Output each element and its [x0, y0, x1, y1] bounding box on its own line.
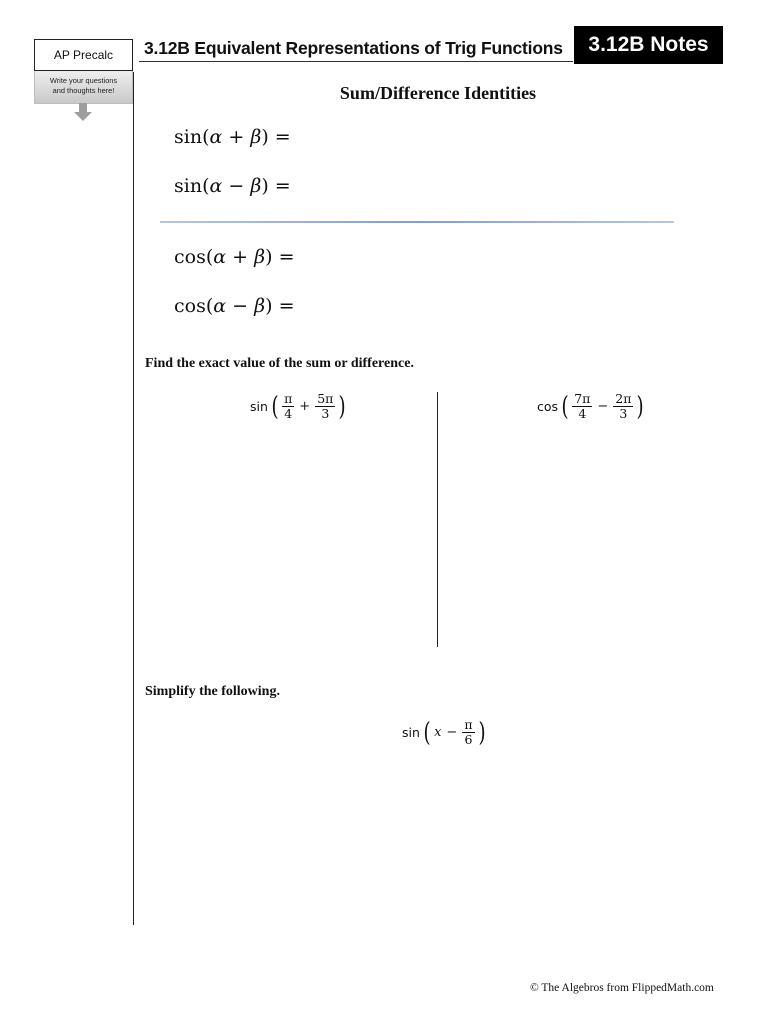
open-paren: ( [423, 717, 431, 748]
angle-alpha: α [209, 126, 223, 148]
function-name: sin [174, 126, 203, 148]
operator: − [232, 295, 249, 317]
identity-sin-diff: sin(α − β) = [174, 175, 291, 197]
function-name: sin [402, 725, 420, 740]
angle-beta: β [250, 126, 262, 148]
course-label-box [34, 39, 133, 71]
denominator: 4 [578, 406, 587, 421]
problem-column-divider [437, 392, 438, 647]
close-paren: ) [636, 391, 645, 422]
denominator: 3 [619, 406, 628, 421]
operator: − [446, 725, 458, 740]
notes-column-divider [133, 72, 134, 925]
equals-sign: = [278, 295, 295, 317]
identity-divider [160, 221, 674, 223]
exact-value-left-expression [250, 392, 348, 421]
operator: − [597, 399, 609, 414]
footer-credit: © The Algebros from FlippedMath.com [530, 982, 714, 994]
angle-alpha: α [213, 295, 227, 317]
close-paren: ) [478, 717, 486, 748]
close-paren: ) [338, 391, 347, 422]
notes-badge [574, 26, 723, 64]
numerator: 2π [615, 391, 632, 406]
denominator: 6 [464, 732, 473, 747]
operator: + [228, 126, 245, 148]
angle-alpha: α [209, 175, 223, 197]
identity-cos-diff: cos(α − β) = [174, 295, 295, 317]
equals-sign: = [274, 126, 291, 148]
denominator: 3 [321, 406, 330, 421]
angle-beta: β [254, 295, 266, 317]
fraction [613, 392, 633, 421]
variable-x: x [434, 725, 442, 740]
angle-beta: β [254, 246, 266, 268]
function-name: cos [537, 399, 559, 414]
section-title: Sum/Difference Identities [339, 83, 537, 103]
notes-prompt-line-1: Write your questions [49, 76, 118, 85]
equals-sign: = [278, 246, 295, 268]
course-label: AP Precalc [53, 48, 114, 62]
simplify-instruction: Simplify the following. [145, 684, 280, 699]
denominator: 4 [284, 406, 293, 421]
numerator: 5π [317, 391, 334, 406]
fraction [462, 718, 474, 747]
page-title: 3.12B Equivalent Representations of Trig Functions [144, 38, 563, 58]
notes-badge-label: 3.12B Notes [588, 33, 709, 56]
numerator: 7π [574, 391, 591, 406]
exact-value-right-expression [537, 392, 646, 421]
numerator: π [464, 717, 473, 732]
notes-prompt [34, 71, 133, 104]
equals-sign: = [274, 175, 291, 197]
function-name: sin [250, 399, 268, 414]
open-paren: ( [271, 391, 279, 422]
function-name: cos [174, 246, 206, 268]
notes-prompt-line-2: and thoughts here! [52, 86, 115, 95]
numerator: π [284, 391, 293, 406]
function-name: sin [174, 175, 203, 197]
function-name: cos [174, 295, 206, 317]
identity-cos-sum: cos(α + β) = [174, 246, 295, 268]
angle-beta: β [250, 175, 262, 197]
exact-value-instruction: Find the exact value of the sum or difference. [145, 356, 414, 371]
fraction [315, 392, 335, 421]
arrow-down-icon [73, 103, 93, 123]
open-paren: ( [561, 391, 569, 422]
simplify-expression [402, 718, 487, 747]
operator: + [232, 246, 249, 268]
angle-alpha: α [213, 246, 227, 268]
title-underline [139, 61, 573, 62]
operator: + [299, 399, 311, 414]
fraction [282, 392, 294, 421]
operator: − [228, 175, 245, 197]
identity-sin-sum: sin(α + β) = [174, 126, 291, 148]
fraction [572, 392, 592, 421]
